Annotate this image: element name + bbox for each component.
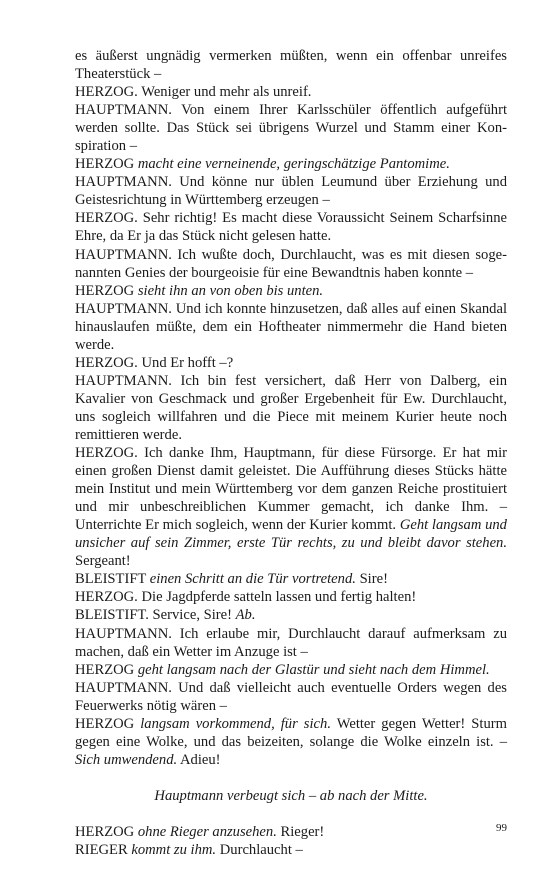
text-segment: Wetter gegen Wetter! Sturm gegen eine Wolke, und das beizeiten, solange die Wolke einzeln ist. – (75, 715, 507, 750)
text-segment: Rieger! (276, 823, 325, 840)
text-segment: HERZOG. Und Er hofft –? (75, 354, 234, 371)
dialogue-paragraph (75, 606, 507, 624)
dialogue-paragraph (75, 823, 507, 841)
dialogue-paragraph (75, 354, 507, 372)
italic-text-segment: Ab. (235, 607, 256, 624)
dialogue-paragraph (75, 588, 507, 606)
text-segment: HAUPTMANN. Ich wußte doch, Durchlaucht, was es mit diesen sogenannten Genies der bourgeoisie für eine Bewandtnis haben konnte – (75, 246, 507, 281)
text-segment: BLEISTIFT (75, 571, 150, 588)
dialogue-paragraph (75, 155, 507, 173)
italic-text-segment: Sich umwendend. (75, 751, 178, 768)
dialogue-paragraph (75, 444, 507, 570)
dialogue-paragraph (75, 679, 507, 715)
italic-text-segment: einen Schritt an die Tür vortretend. (149, 571, 356, 588)
stage-direction (75, 787, 507, 805)
dialogue-paragraph (75, 282, 507, 300)
text-segment: Sire! (355, 571, 388, 588)
dialogue-paragraph (75, 300, 507, 354)
text-segment: HERZOG (75, 156, 138, 173)
text-segment: HAUPTMANN. Und ich konnte hinzusetzen, daß alles auf einen Skandal hinauslaufen müßte, dem ein Hoftheater nimmermehr die Hand bieten werde. (75, 300, 507, 353)
italic-text-segment: langsam vorkommend, für sich. (140, 715, 331, 732)
text-segment: es äußerst ungnädig vermerken müßten, wenn ein offenbar unreifes Theaterstück – (75, 48, 507, 83)
text-segment: HAUPTMANN. Ich bin fest versichert, daß Herr von Dalberg, ein Kavalier von Geschmack und großer Ergebenheit für Ew. Durchlaucht, uns sogleich willfahren und die Piece mit meinem Kurier heute noch remittieren werde. (75, 372, 507, 443)
text-segment: HERZOG (75, 661, 138, 678)
text-segment: HAUPTMANN. Und könne nur üblen Leumund über Erziehung und Geistesrichtung in Württemberg erzeugen – (75, 174, 507, 209)
text-segment: HERZOG (75, 715, 141, 732)
text-segment: Durchlaucht – (216, 841, 303, 858)
dialogue-paragraph (75, 661, 507, 679)
text-segment: Adieu! (177, 751, 221, 768)
italic-text-segment: Hauptmann verbeugt sich – ab nach der Mitte. (154, 787, 428, 804)
text-segment: HERZOG. Sehr richtig! Es macht diese Voraussicht Seinem Scharfsinne Ehre, da Er ja das Stück nicht gelesen hatte. (75, 210, 507, 245)
dialogue-paragraph (75, 209, 507, 245)
dialogue-paragraph (75, 47, 507, 83)
dialogue-paragraph (75, 83, 507, 101)
text-segment: BLEISTIFT. Service, Sire! (75, 607, 236, 624)
italic-text-segment: kommt zu ihm. (131, 841, 217, 858)
dialogue-paragraph (75, 625, 507, 661)
text-segment: HERZOG (75, 282, 138, 299)
text-segment: HAUPTMANN. Und daß vielleicht auch eventuelle Orders wegen des Feuerwerks nötig wären – (75, 679, 507, 714)
text-segment: HAUPTMANN. Ich erlaube mir, Durchlaucht darauf aufmerksam zu machen, daß ein Wetter im Anzuge ist – (75, 625, 507, 660)
dialogue-paragraph (75, 372, 507, 444)
italic-text-segment: ohne Rieger anzusehen. (137, 823, 277, 840)
dialogue-paragraph (75, 173, 507, 209)
italic-text-segment: macht eine verneinende, geringschätzige Pantomime. (137, 156, 450, 173)
text-segment: HERZOG. Ich danke Ihm, Hauptmann, für diese Fürsorge. Er hat mir einen großen Dienst damit geleistet. Die Aufführung dieses Stücks hätte mein Institut und mein Württemberg vor dem ganzen Reiche prostituiert und mir unbeschreiblichen Kummer gemacht, ich danke Ihm. – Unterrichte Er mich sogleich, wenn der Kurier kommt. (75, 445, 507, 534)
dialogue-paragraph (75, 715, 507, 769)
dialogue-paragraph (75, 841, 507, 859)
page-number: 99 (496, 822, 507, 834)
italic-text-segment: sieht ihn an von oben bis unten. (137, 282, 324, 299)
text-segment: RIEGER (75, 841, 132, 858)
text-segment: Sergeant! (75, 553, 131, 570)
dialogue-paragraph (75, 101, 507, 155)
text-segment: HAUPTMANN. Von einem Ihrer Karlsschüler öffentlich aufgeführt werden sollte. Das Stück sei übrigens Wurzel und Stamm einer Konspiration – (75, 102, 507, 155)
italic-text-segment: Geht langsam und unsicher auf sein Zimmer, erste Tür rechts, zu und bleibt davor stehen. (75, 517, 507, 552)
text-segment: HERZOG (75, 823, 138, 840)
dialogue-paragraph (75, 246, 507, 282)
drama-text-block (75, 47, 507, 859)
text-segment: HERZOG. Weniger und mehr als unreif. (75, 84, 312, 101)
text-segment: HERZOG. Die Jagdpferde satteln lassen und fertig halten! (75, 589, 417, 606)
dialogue-paragraph (75, 570, 507, 588)
italic-text-segment: geht langsam nach der Glastür und sieht nach dem Himmel. (137, 661, 490, 678)
